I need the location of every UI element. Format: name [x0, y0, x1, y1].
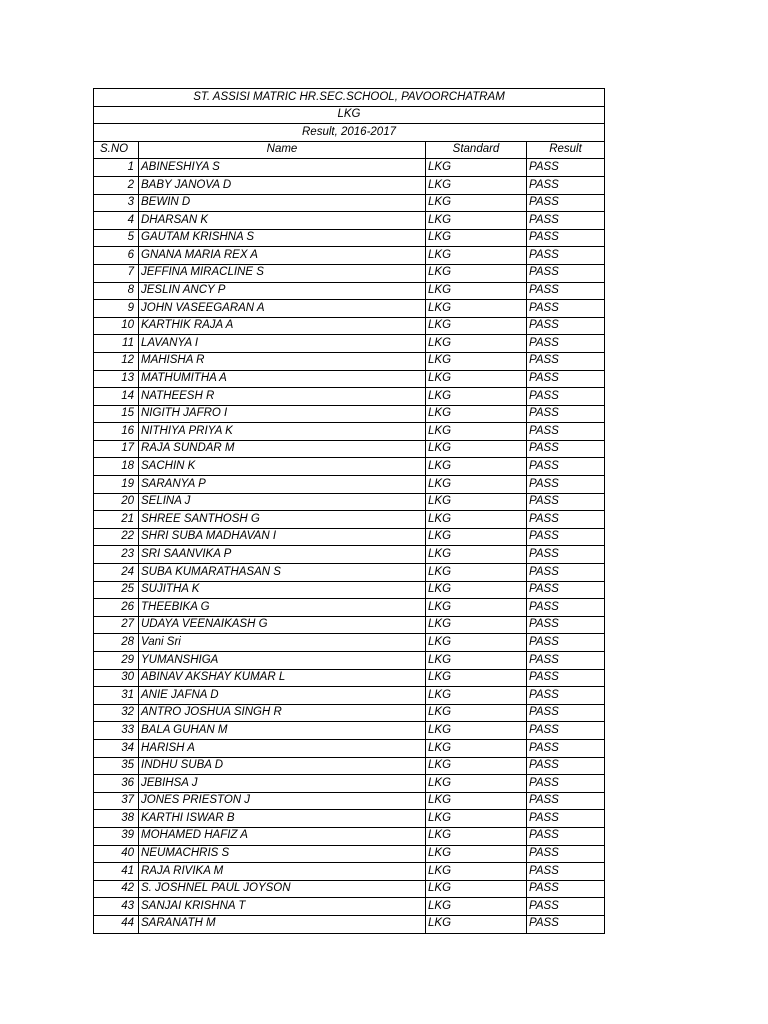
cell-sno: 1 — [94, 159, 139, 177]
cell-sno: 32 — [94, 704, 139, 722]
cell-result: PASS — [527, 176, 605, 194]
cell-sno: 4 — [94, 212, 139, 230]
cell-name: SHREE SANTHOSH G — [139, 511, 426, 529]
cell-sno: 39 — [94, 827, 139, 845]
cell-name: Vani Sri — [139, 634, 426, 652]
school-title: ST. ASSISI MATRIC HR.SEC.SCHOOL, PAVOORCHATRAM — [94, 89, 605, 107]
cell-name: MAHISHA R — [139, 352, 426, 370]
table-row — [94, 863, 605, 881]
cell-name: NEUMACHRIS S — [139, 845, 426, 863]
table-row — [94, 616, 605, 634]
cell-sno: 29 — [94, 652, 139, 670]
table-row — [94, 810, 605, 828]
cell-name: ABINESHIYA S — [139, 159, 426, 177]
table-row — [94, 845, 605, 863]
cell-standard: LKG — [426, 722, 527, 740]
cell-sno: 24 — [94, 564, 139, 582]
cell-name: LAVANYA I — [139, 335, 426, 353]
cell-name: S. JOSHNEL PAUL JOYSON — [139, 880, 426, 898]
cell-result: PASS — [527, 581, 605, 599]
cell-name: NATHEESH R — [139, 388, 426, 406]
cell-standard: LKG — [426, 775, 527, 793]
cell-result: PASS — [527, 898, 605, 916]
cell-name: MOHAMED HAFIZ A — [139, 827, 426, 845]
table-row — [94, 669, 605, 687]
cell-name: YUMANSHIGA — [139, 652, 426, 670]
cell-standard: LKG — [426, 845, 527, 863]
cell-standard: LKG — [426, 335, 527, 353]
cell-standard: LKG — [426, 634, 527, 652]
cell-sno: 17 — [94, 440, 139, 458]
table-row — [94, 229, 605, 247]
cell-sno: 11 — [94, 335, 139, 353]
cell-sno: 20 — [94, 493, 139, 511]
cell-result: PASS — [527, 827, 605, 845]
cell-sno: 5 — [94, 229, 139, 247]
cell-name: ABINAV AKSHAY KUMAR L — [139, 669, 426, 687]
cell-name: SANJAI KRISHNA T — [139, 898, 426, 916]
cell-result: PASS — [527, 458, 605, 476]
cell-standard: LKG — [426, 528, 527, 546]
cell-name: SUBA KUMARATHASAN S — [139, 564, 426, 582]
cell-name: JOHN VASEEGARAN A — [139, 300, 426, 318]
cell-standard: LKG — [426, 669, 527, 687]
cell-standard: LKG — [426, 581, 527, 599]
cell-result: PASS — [527, 476, 605, 494]
cell-result: PASS — [527, 634, 605, 652]
table-row — [94, 388, 605, 406]
column-header-result: Result — [527, 141, 605, 159]
cell-result: PASS — [527, 317, 605, 335]
cell-standard: LKG — [426, 493, 527, 511]
cell-name: NITHIYA PRIYA K — [139, 423, 426, 441]
cell-name: HARISH A — [139, 739, 426, 757]
cell-result: PASS — [527, 669, 605, 687]
cell-result: PASS — [527, 880, 605, 898]
cell-name: GNANA MARIA REX A — [139, 247, 426, 265]
table-row — [94, 757, 605, 775]
results-table — [93, 88, 605, 934]
table-row — [94, 739, 605, 757]
cell-result: PASS — [527, 194, 605, 212]
cell-result: PASS — [527, 423, 605, 441]
table-row — [94, 564, 605, 582]
table-row — [94, 405, 605, 423]
cell-name: JEFFINA MIRACLINE S — [139, 264, 426, 282]
cell-sno: 15 — [94, 405, 139, 423]
table-row — [94, 335, 605, 353]
cell-result: PASS — [527, 229, 605, 247]
table-row — [94, 440, 605, 458]
table-row — [94, 423, 605, 441]
cell-name: KARTHIK RAJA A — [139, 317, 426, 335]
cell-result: PASS — [527, 370, 605, 388]
table-row — [94, 652, 605, 670]
cell-standard: LKG — [426, 159, 527, 177]
school-title-row — [94, 89, 605, 107]
cell-name: JONES PRIESTON J — [139, 792, 426, 810]
table-row — [94, 792, 605, 810]
cell-standard: LKG — [426, 440, 527, 458]
cell-standard: LKG — [426, 458, 527, 476]
cell-standard: LKG — [426, 599, 527, 617]
cell-sno: 21 — [94, 511, 139, 529]
cell-standard: LKG — [426, 476, 527, 494]
cell-result: PASS — [527, 792, 605, 810]
cell-sno: 8 — [94, 282, 139, 300]
column-header-standard: Standard — [426, 141, 527, 159]
cell-name: INDHU SUBA D — [139, 757, 426, 775]
cell-sno: 12 — [94, 352, 139, 370]
cell-standard: LKG — [426, 827, 527, 845]
cell-standard: LKG — [426, 616, 527, 634]
cell-standard: LKG — [426, 194, 527, 212]
cell-sno: 2 — [94, 176, 139, 194]
table-row — [94, 722, 605, 740]
cell-name: THEEBIKA G — [139, 599, 426, 617]
cell-sno: 26 — [94, 599, 139, 617]
cell-name: RAJA SUNDAR M — [139, 440, 426, 458]
cell-result: PASS — [527, 546, 605, 564]
cell-result: PASS — [527, 528, 605, 546]
table-row — [94, 370, 605, 388]
result-title-row — [94, 124, 605, 142]
cell-result: PASS — [527, 599, 605, 617]
table-row — [94, 528, 605, 546]
cell-name: JEBIHSA J — [139, 775, 426, 793]
cell-result: PASS — [527, 845, 605, 863]
cell-name: GAUTAM KRISHNA S — [139, 229, 426, 247]
cell-result: PASS — [527, 863, 605, 881]
cell-sno: 43 — [94, 898, 139, 916]
cell-result: PASS — [527, 739, 605, 757]
cell-result: PASS — [527, 915, 605, 933]
cell-sno: 6 — [94, 247, 139, 265]
cell-standard: LKG — [426, 247, 527, 265]
cell-standard: LKG — [426, 264, 527, 282]
table-row — [94, 300, 605, 318]
cell-standard: LKG — [426, 229, 527, 247]
cell-result: PASS — [527, 564, 605, 582]
cell-standard: LKG — [426, 915, 527, 933]
cell-name: SHRI SUBA MADHAVAN I — [139, 528, 426, 546]
cell-sno: 22 — [94, 528, 139, 546]
cell-standard: LKG — [426, 898, 527, 916]
cell-result: PASS — [527, 511, 605, 529]
table-row — [94, 458, 605, 476]
cell-standard: LKG — [426, 739, 527, 757]
cell-result: PASS — [527, 352, 605, 370]
cell-result: PASS — [527, 212, 605, 230]
cell-sno: 13 — [94, 370, 139, 388]
cell-name: BALA GUHAN M — [139, 722, 426, 740]
table-row — [94, 176, 605, 194]
cell-standard: LKG — [426, 317, 527, 335]
cell-standard: LKG — [426, 405, 527, 423]
cell-standard: LKG — [426, 176, 527, 194]
cell-sno: 44 — [94, 915, 139, 933]
cell-result: PASS — [527, 775, 605, 793]
cell-sno: 3 — [94, 194, 139, 212]
cell-standard: LKG — [426, 757, 527, 775]
cell-result: PASS — [527, 247, 605, 265]
cell-name: ANIE JAFNA D — [139, 687, 426, 705]
table-row — [94, 247, 605, 265]
cell-standard: LKG — [426, 300, 527, 318]
cell-result: PASS — [527, 282, 605, 300]
result-title: Result, 2016-2017 — [94, 124, 605, 142]
cell-standard: LKG — [426, 282, 527, 300]
table-row — [94, 159, 605, 177]
cell-result: PASS — [527, 264, 605, 282]
cell-sno: 36 — [94, 775, 139, 793]
table-row — [94, 827, 605, 845]
cell-sno: 34 — [94, 739, 139, 757]
table-row — [94, 352, 605, 370]
cell-result: PASS — [527, 440, 605, 458]
cell-sno: 25 — [94, 581, 139, 599]
cell-result: PASS — [527, 300, 605, 318]
table-row — [94, 264, 605, 282]
cell-sno: 41 — [94, 863, 139, 881]
cell-name: KARTHI ISWAR B — [139, 810, 426, 828]
table-row — [94, 194, 605, 212]
table-row — [94, 476, 605, 494]
cell-standard: LKG — [426, 704, 527, 722]
cell-sno: 30 — [94, 669, 139, 687]
cell-result: PASS — [527, 493, 605, 511]
column-header-name: Name — [139, 141, 426, 159]
cell-result: PASS — [527, 810, 605, 828]
cell-sno: 27 — [94, 616, 139, 634]
cell-sno: 40 — [94, 845, 139, 863]
table-row — [94, 687, 605, 705]
cell-standard: LKG — [426, 792, 527, 810]
cell-name: NIGITH JAFRO I — [139, 405, 426, 423]
cell-name: SACHIN K — [139, 458, 426, 476]
cell-name: MATHUMITHA A — [139, 370, 426, 388]
column-header-row — [94, 141, 605, 159]
cell-result: PASS — [527, 757, 605, 775]
cell-sno: 19 — [94, 476, 139, 494]
cell-result: PASS — [527, 405, 605, 423]
cell-sno: 9 — [94, 300, 139, 318]
cell-standard: LKG — [426, 687, 527, 705]
class-title-row — [94, 106, 605, 124]
table-row — [94, 511, 605, 529]
cell-result: PASS — [527, 616, 605, 634]
cell-standard: LKG — [426, 810, 527, 828]
cell-sno: 35 — [94, 757, 139, 775]
cell-sno: 18 — [94, 458, 139, 476]
cell-name: SUJITHA K — [139, 581, 426, 599]
cell-sno: 42 — [94, 880, 139, 898]
cell-result: PASS — [527, 722, 605, 740]
table-row — [94, 282, 605, 300]
table-row — [94, 775, 605, 793]
cell-sno: 7 — [94, 264, 139, 282]
cell-sno: 14 — [94, 388, 139, 406]
cell-standard: LKG — [426, 370, 527, 388]
column-header-sno: S.NO — [94, 141, 139, 159]
table-row — [94, 581, 605, 599]
cell-name: SELINA J — [139, 493, 426, 511]
cell-standard: LKG — [426, 546, 527, 564]
cell-result: PASS — [527, 388, 605, 406]
cell-name: BEWIN D — [139, 194, 426, 212]
cell-name: RAJA RIVIKA M — [139, 863, 426, 881]
table-row — [94, 546, 605, 564]
table-row — [94, 898, 605, 916]
cell-standard: LKG — [426, 388, 527, 406]
class-title: LKG — [94, 106, 605, 124]
cell-result: PASS — [527, 159, 605, 177]
cell-name: JESLIN ANCY P — [139, 282, 426, 300]
table-row — [94, 599, 605, 617]
table-row — [94, 704, 605, 722]
table-row — [94, 915, 605, 933]
table-row — [94, 493, 605, 511]
cell-result: PASS — [527, 687, 605, 705]
cell-standard: LKG — [426, 352, 527, 370]
cell-result: PASS — [527, 652, 605, 670]
cell-standard: LKG — [426, 652, 527, 670]
cell-result: PASS — [527, 704, 605, 722]
cell-sno: 23 — [94, 546, 139, 564]
cell-result: PASS — [527, 335, 605, 353]
cell-sno: 31 — [94, 687, 139, 705]
cell-sno: 10 — [94, 317, 139, 335]
cell-sno: 38 — [94, 810, 139, 828]
cell-standard: LKG — [426, 423, 527, 441]
cell-sno: 37 — [94, 792, 139, 810]
cell-sno: 33 — [94, 722, 139, 740]
table-row — [94, 880, 605, 898]
cell-standard: LKG — [426, 511, 527, 529]
table-row — [94, 634, 605, 652]
cell-name: SARANYA P — [139, 476, 426, 494]
cell-sno: 28 — [94, 634, 139, 652]
cell-name: BABY JANOVA D — [139, 176, 426, 194]
results-table-body — [94, 89, 605, 934]
cell-standard: LKG — [426, 863, 527, 881]
cell-standard: LKG — [426, 212, 527, 230]
cell-name: ANTRO JOSHUA SINGH R — [139, 704, 426, 722]
cell-standard: LKG — [426, 880, 527, 898]
cell-name: DHARSAN K — [139, 212, 426, 230]
cell-name: UDAYA VEENAIKASH G — [139, 616, 426, 634]
table-row — [94, 317, 605, 335]
cell-name: SARANATH M — [139, 915, 426, 933]
table-row — [94, 212, 605, 230]
cell-sno: 16 — [94, 423, 139, 441]
cell-standard: LKG — [426, 564, 527, 582]
cell-name: SRI SAANVIKA P — [139, 546, 426, 564]
